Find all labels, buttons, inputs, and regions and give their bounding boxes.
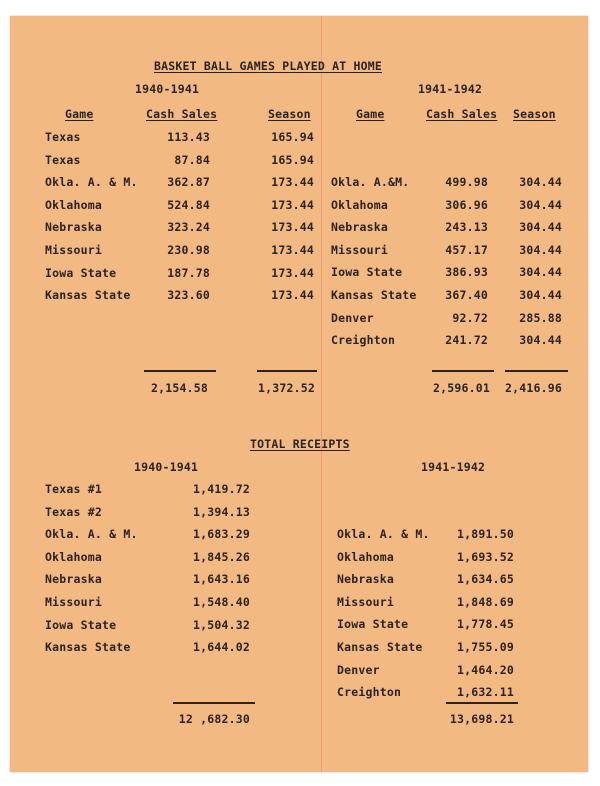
receipt-game-name: Kansas State [337, 640, 423, 654]
receipt-amount: 1,643.16 [193, 572, 250, 587]
season-value: 304.44 [519, 288, 562, 302]
receipt-game-name: Kansas State [45, 640, 131, 655]
receipt-amount: 1,848.69 [457, 594, 514, 609]
season-value: 165.94 [271, 130, 314, 144]
game-name: Iowa State [45, 265, 117, 280]
receipts-right-year: 1941-1942 [421, 460, 486, 474]
home-right-header-season: Season [513, 107, 556, 121]
rule [173, 702, 255, 704]
season-value: 304.44 [519, 197, 562, 212]
season-value: 173.44 [271, 288, 314, 303]
receipt-amount: 1,464.20 [457, 662, 514, 677]
receipt-amount: 1,693.52 [457, 549, 514, 564]
game-name: Okla. A. & M. [45, 175, 138, 190]
receipt-amount: 1,778.45 [457, 617, 514, 632]
home-left-header-season: Season [268, 107, 311, 121]
game-name: Texas [45, 152, 81, 167]
game-name: Nebraska [331, 220, 388, 235]
receipts-left-year: 1940-1941 [134, 460, 199, 474]
cash-sales-value: 386.93 [445, 265, 488, 280]
receipt-game-name: Iowa State [337, 617, 409, 632]
receipt-amount: 1,644.02 [193, 640, 250, 655]
receipts-right-total: 13,698.21 [449, 712, 514, 726]
receipt-amount: 1,504.32 [193, 617, 250, 632]
receipts-left-total: 12 ,682.30 [178, 712, 250, 726]
home-left-year: 1940-1941 [135, 82, 200, 96]
receipt-amount: 1,394.13 [193, 504, 250, 519]
season-value: 173.44 [271, 220, 314, 235]
cash-sales-value: 323.60 [167, 288, 210, 303]
receipt-amount: 1,755.09 [457, 640, 514, 654]
cash-sales-value: 92.72 [452, 310, 488, 325]
receipt-game-name: Creighton [337, 685, 402, 700]
home-right-header-game: Game [356, 107, 385, 121]
receipt-game-name: Okla. A. & M. [45, 527, 138, 542]
receipt-amount: 1,632.11 [457, 685, 514, 700]
home-left-header-game: Game [65, 107, 94, 121]
cash-sales-value: 499.98 [445, 175, 488, 189]
rule [144, 370, 216, 372]
season-value: 304.44 [519, 333, 562, 348]
receipt-game-name: Iowa State [45, 617, 117, 632]
game-name: Kansas State [331, 288, 417, 302]
home-right-header-cash: Cash Sales [426, 107, 498, 121]
cash-sales-value: 243.13 [445, 220, 488, 235]
game-name: Missouri [331, 242, 388, 257]
rule [446, 702, 518, 704]
rule [432, 370, 494, 372]
game-name: Iowa State [331, 265, 403, 280]
home-left-total-season: 1,372.52 [258, 381, 315, 395]
receipt-amount: 1,419.72 [193, 482, 250, 496]
game-name: Nebraska [45, 220, 102, 235]
game-name: Kansas State [45, 288, 131, 303]
receipt-game-name: Nebraska [337, 572, 394, 587]
home-right-total-season: 2,416.96 [505, 381, 562, 395]
receipt-amount: 1,634.65 [457, 572, 514, 587]
receipt-game-name: Texas #1 [45, 482, 102, 496]
home-right-total-cash: 2,596.01 [433, 381, 490, 395]
receipt-amount: 1,891.50 [457, 527, 514, 541]
typewritten-page [10, 16, 588, 772]
season-value: 165.94 [271, 152, 314, 167]
receipt-game-name: Denver [337, 662, 380, 677]
home-right-year: 1941-1942 [418, 82, 483, 96]
cash-sales-value: 457.17 [445, 242, 488, 257]
receipt-amount: 1,548.40 [193, 595, 250, 609]
receipt-amount: 1,845.26 [193, 549, 250, 564]
season-value: 173.44 [271, 265, 314, 280]
cash-sales-value: 306.96 [445, 197, 488, 212]
cash-sales-value: 524.84 [167, 197, 210, 212]
game-name: Oklahoma [331, 197, 388, 212]
cash-sales-value: 187.78 [167, 265, 210, 280]
game-name: Denver [331, 310, 374, 325]
receipt-game-name: Missouri [45, 595, 102, 609]
home-games-title: BASKET BALL GAMES PLAYED AT HOME [154, 59, 382, 73]
home-left-header-cash: Cash Sales [146, 107, 218, 121]
receipt-game-name: Nebraska [45, 572, 102, 587]
rule [505, 370, 568, 372]
cash-sales-value: 362.87 [167, 175, 210, 190]
season-value: 304.44 [519, 265, 562, 280]
total-receipts-title: TOTAL RECEIPTS [250, 437, 350, 451]
cash-sales-value: 230.98 [167, 243, 210, 257]
game-name: Okla. A.&M. [331, 175, 410, 189]
game-name: Texas [45, 130, 81, 144]
cash-sales-value: 241.72 [445, 333, 488, 348]
cash-sales-value: 323.24 [167, 220, 210, 235]
fold-line [321, 16, 322, 772]
season-value: 304.44 [519, 220, 562, 235]
game-name: Missouri [45, 243, 102, 257]
game-name: Creighton [331, 333, 396, 348]
season-value: 304.44 [519, 242, 562, 257]
cash-sales-value: 113.43 [167, 130, 210, 144]
receipt-game-name: Oklahoma [45, 549, 102, 564]
receipt-game-name: Okla. A. & M. [337, 527, 430, 541]
receipt-amount: 1,683.29 [193, 527, 250, 542]
game-name: Oklahoma [45, 197, 102, 212]
cash-sales-value: 87.84 [174, 152, 210, 167]
home-left-total-cash: 2,154.58 [151, 381, 208, 395]
receipt-game-name: Missouri [337, 594, 394, 609]
season-value: 304.44 [519, 175, 562, 189]
receipt-game-name: Oklahoma [337, 549, 394, 564]
season-value: 173.44 [271, 243, 314, 257]
receipt-game-name: Texas #2 [45, 504, 102, 519]
rule [257, 370, 317, 372]
season-value: 173.44 [271, 197, 314, 212]
season-value: 285.88 [519, 310, 562, 325]
season-value: 173.44 [271, 175, 314, 190]
cash-sales-value: 367.40 [445, 288, 488, 302]
